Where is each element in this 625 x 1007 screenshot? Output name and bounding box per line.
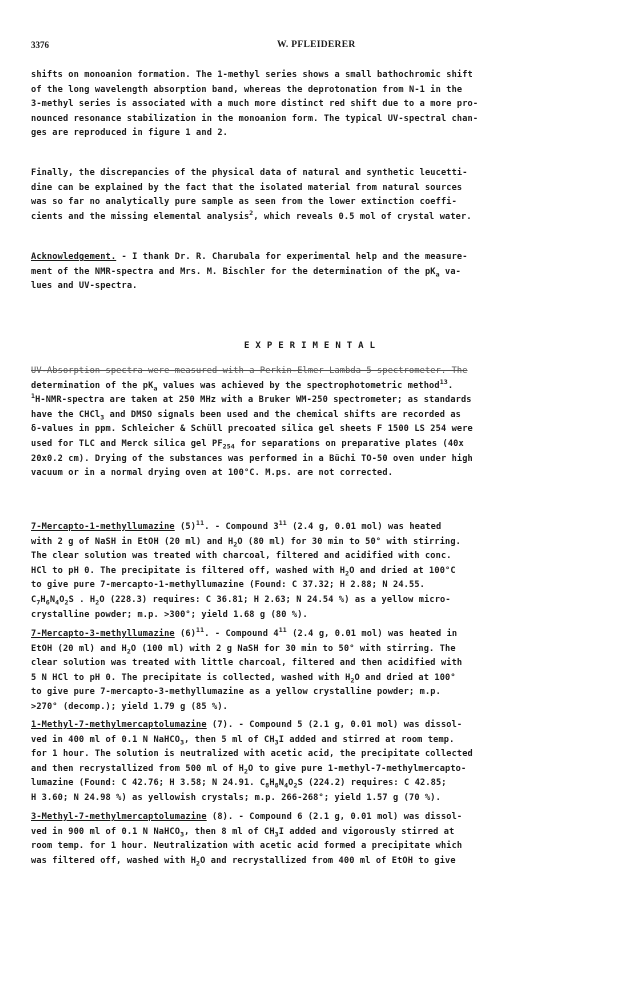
- running-author: W. PFLEIDERER: [277, 40, 356, 50]
- page-number: 3376: [31, 40, 49, 50]
- experimental-intro: UV-Absorption spectra were measured with a Perkin-Elmer Lambda 5 spectrometer. The determination of the $pK_a$ values was achieved by the spectrophotometric method$^{13}$. $^1$H-NMR-spectra are taken at 250 MHz with a Bruker WM-250 spectrometer; as standards have the CHCl$_3$ and DMSO signals been used and the chemical shifts are recorded as δ-values in ppm. Schleicher & Schüll precoated silica gel sheets F 1500 LS 254 were used for TLC and Merck silica gel $PF_{254}$ for separations on preparative plates (40x 20x0.2 cm). Drying of the substances was performed in a Büchi TO-50 oven under high vacuum or in a normal drying oven at 100°C. M.ps. are not corrected.: [31, 366, 473, 479]
- acknowledgement-label: Acknowledgement.: [31, 252, 117, 262]
- paragraph-discrepancies: Finally, the discrepancies of the physical data of natural and synthetic leucetti- dine can be explained by the fact that the isolated material from natural sources was so far no analytically pure sample as seen from the lower extinction coeffi- cients and the missing elemental analysis$^2$, which reveals 0.5 mol of crystal water.: [31, 168, 472, 222]
- compound-5-name: 7-Mercapto-1-methyllumazine: [31, 522, 175, 532]
- compound-7-procedure: 1-Methyl-7-methylmercaptolumazine (7). - Compound 5 (2.1 g, 0.01 mol) was dissol- ved in 400 ml of 0.1 N NaHCO$_3$, then 5 ml of $CH_3I$ added and stirred at room temp. for 1 hour. The solution is neutralized with acetic acid, the precipitate collected and then recrystallized from 500 ml of $H_2O$ to give pure 1-methyl-7-methylmercapto- lumazine (Found: C 42.76; H 3.58; N 24.91. $C_8H_8N_4O_2S$ (224.2) requires: C 42.85; H 3.60; N 24.98 %) as yellowish crystals; m.p. 266-268°; yield 1.57 g (70 %).: [31, 720, 473, 803]
- section-title-experimental: EXPERIMENTAL: [243, 341, 382, 351]
- compound-6-procedure: 7-Mercapto-3-methyllumazine $(6)^{11}$. - Compound $4^{11}$ (2.4 g, 0.01 mol) was heated in EtOH (20 ml) and $H_2O$ (100 ml) with 2 g NaSH for 30 min to 50° with stirring. The clear solution was treated with little charcoal, filtered and then acidified with 5 N HCl to pH 0. The precipitate is collected, washed with $H_2O$ and dried at 100° to give pure 7-mercapto-3-methyllumazine as a yellow crystalline powder; m.p. >270° (decomp.); yield 1.79 g (85 %).: [31, 626, 463, 712]
- running-header: [31, 40, 594, 54]
- compound-7-name: 1-Methyl-7-methylmercaptolumazine: [31, 720, 207, 730]
- compound-8-procedure: 3-Methyl-7-methylmercaptolumazine (8). - Compound 6 (2.1 g, 0.01 mol) was dissol- ved in 900 ml of 0.1 N NaHCO$_3$, then 8 ml of $CH_3I$ added and vigorously stirred at room temp. for 1 hour. Neutralization with acetic acid formed a precipitate which was filtered off, washed with $H_2O$ and recrystallized from 400 ml of EtOH to give: [31, 812, 463, 868]
- acknowledgement: Acknowledgement. - I thank Dr. R. Charubala for experimental help and the measure- ment of the NMR-spectra and Mrs. M. Bischler for the determination of the $pK_a$ va- lues and UV-spectra.: [31, 252, 468, 292]
- compound-6-name: 7-Mercapto-3-methyllumazine: [31, 629, 175, 639]
- compound-8-name: 3-Methyl-7-methylmercaptolumazine: [31, 812, 207, 822]
- paragraph-monoanion: shifts on monoanion formation. The 1-methyl series shows a small bathochromic shift of the long wavelength absorption band, whereas the deprotonation from N-1 in the 3-methyl series is associated with a much more distinct red shift due to a more pro- nounced resonance stabilization in the monoanion form. The typical UV-spectral chan- ges are reproduced in figure 1 and 2.: [31, 70, 479, 139]
- compound-5-procedure: 7-Mercapto-1-methyllumazine $(5)^{11}$. - Compound $3^{11}$ (2.4 g, 0.01 mol) was heated with 2 g of NaSH in EtOH (20 ml) and $H_2O$ (80 ml) for 30 min to 50° with stirring. The clear solution was treated with charcoal, filtered and acidified with conc. HCl to pH 0. The precipitate is filtered off, washed with $H_2O$ and dried at 100°C to give pure 7-mercapto-1-methyllumazine (Found: C 37.32; H 2.88; N 24.55. $C_7H_6N_4O_2S$ . $H_2O$ (228.3) requires: C 36.81; H 2.63; N 24.54 %) as a yellow micro- crystalline powder; m.p. >300°; yield 1.68 g (80 %).: [31, 519, 461, 620]
